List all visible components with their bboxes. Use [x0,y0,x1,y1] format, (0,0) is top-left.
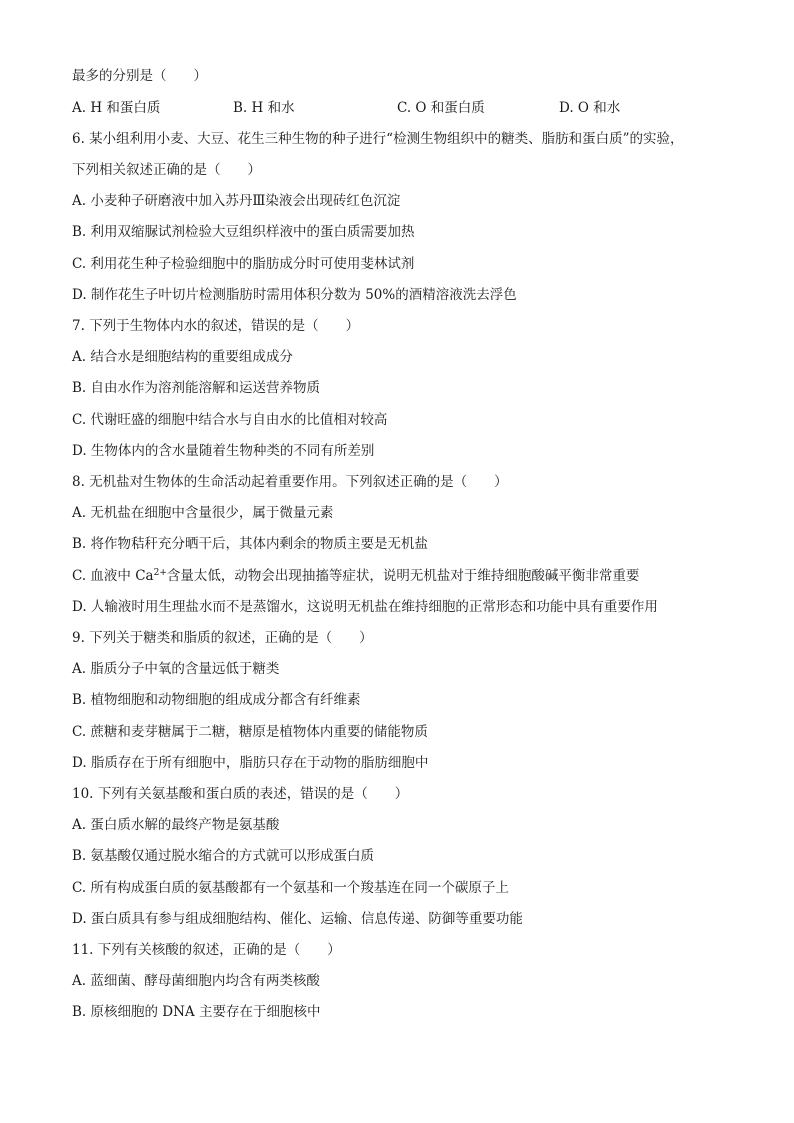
question-11-stem: 11. 下列有关核酸的叙述，正确的是（ ） [72,942,341,958]
question-7-stem: 7. 下列于生物体内水的叙述，错误的是（ ） [72,318,360,334]
question-5-options [72,99,732,117]
q11-option-a: A. 蓝细菌、酵母菌细胞内均含有两类核酸 [72,973,320,989]
question-6-stem-line1: 6. 某小组利用小麦、大豆、花生三种生物的种子进行“检测生物组织中的糖类、脂肪和蛋白质”的实验， [72,131,684,147]
question-10-stem: 10. 下列有关氨基酸和蛋白质的表述，错误的是（ ） [72,786,409,802]
q7-option-b: B. 自由水作为溶剂能溶解和运送营养物质 [72,380,321,396]
q5-option-b: B. H 和水 [233,100,295,116]
q10-option-c: C. 所有构成蛋白质的氨基酸都有一个氨基和一个羧基连在同一个碳原子上 [72,880,509,896]
q8-option-c-post: 含量太低，动物会出现抽搐等症状，说明无机盐对于维持细胞酸碱平衡非常重要 [166,568,640,584]
q8-option-c-pre: C. 血液中 Ca [72,568,154,584]
q6-option-b: B. 利用双缩脲试剂检验大豆组织样液中的蛋白质需要加热 [72,224,415,240]
q11-option-b: B. 原核细胞的 DNA 主要存在于细胞核中 [72,1004,321,1020]
question-6-stem-line2: 下列相关叙述正确的是（ ） [72,162,261,178]
q8-option-b: B. 将作物秸秆充分晒干后，其体内剩余的物质主要是无机盐 [72,536,429,552]
calcium-ion-charge: 2+ [153,568,167,578]
q5-option-c: C. O 和蛋白质 [397,100,485,116]
question-9-stem: 9. 下列关于糖类和脂质的叙述，正确的是（ ） [72,630,373,646]
q8-option-a: A. 无机盐在细胞中含量很少，属于微量元素 [72,505,334,521]
q10-option-d: D. 蛋白质具有参与组成细胞结构、催化、运输、信息传递、防御等重要功能 [72,911,523,927]
question-8-stem: 8. 无机盐对生物体的生命活动起着重要作用。下列叙述正确的是（ ） [72,474,508,490]
q6-option-a: A. 小麦种子研磨液中加入苏丹Ⅲ染液会出现砖红色沉淀 [72,193,401,209]
q6-option-c: C. 利用花生种子检验细胞中的脂肪成分时可使用斐林试剂 [72,256,415,272]
q7-option-c: C. 代谢旺盛的细胞中结合水与自由水的比值相对较高 [72,412,388,428]
q9-option-b: B. 植物细胞和动物细胞的组成成分都含有纤维素 [72,692,361,708]
q9-option-c: C. 蔗糖和麦芽糖属于二糖，糖原是植物体内重要的储能物质 [72,724,428,740]
q9-option-d: D. 脂质存在于所有细胞中，脂肪只存在于动物的脂肪细胞中 [72,755,429,771]
q6-option-d: D. 制作花生子叶切片检测脂肪时需用体积分数为 50%的酒精溶液洗去浮色 [72,287,517,303]
q9-option-a: A. 脂质分子中氧的含量远低于糖类 [72,661,280,677]
q10-option-b: B. 氨基酸仅通过脱水缩合的方式就可以形成蛋白质 [72,848,375,864]
q8-option-c [72,567,639,585]
q8-option-d: D. 人输液时用生理盐水而不是蒸馏水，这说明无机盐在维持细胞的正常形态和功能中具有重要作用 [72,599,658,615]
q5-option-a: A. H 和蛋白质 [72,100,161,116]
q5-option-d: D. O 和水 [559,100,621,116]
q10-option-a: A. 蛋白质水解的最终产物是氨基酸 [72,817,280,833]
q7-option-d: D. 生物体内的含水量随着生物种类的不同有所差别 [72,443,375,459]
q7-option-a: A. 结合水是细胞结构的重要组成成分 [72,349,293,365]
question-5-stem-tail: 最多的分别是（ ） [72,68,207,84]
